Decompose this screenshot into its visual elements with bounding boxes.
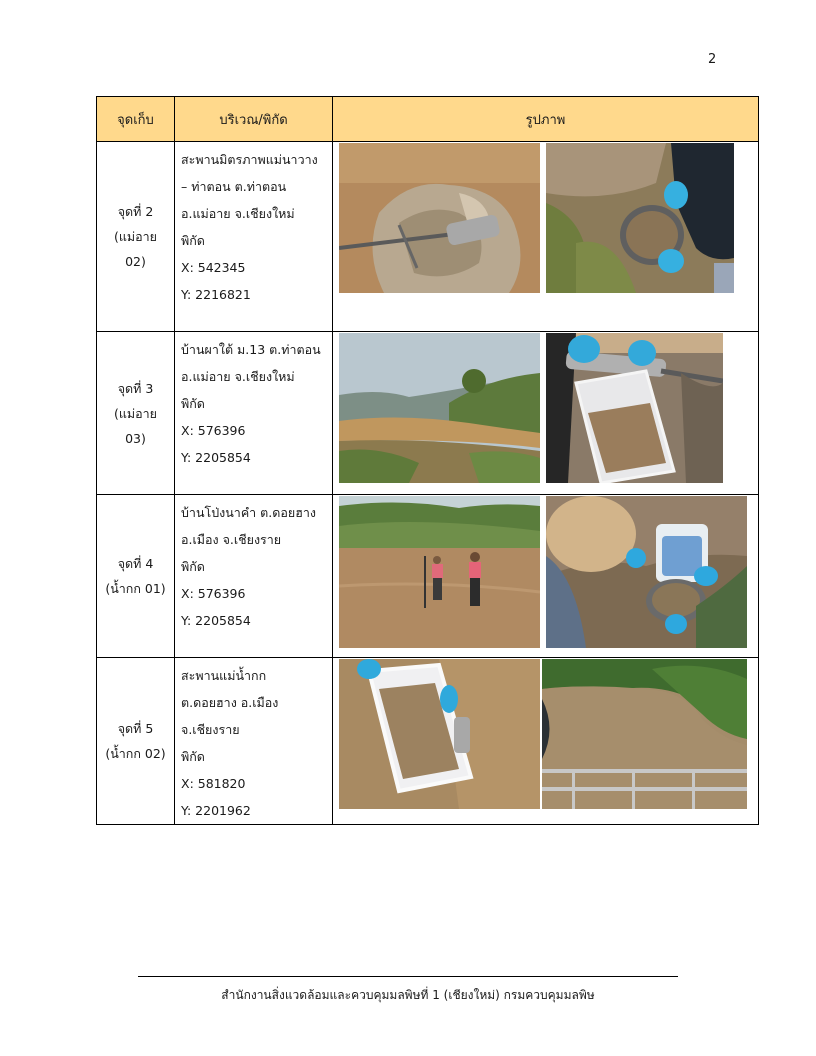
location-line: บ้านผาใต้ ม.13 ต.ท่าตอน	[181, 342, 321, 357]
location-line: สะพานแม่น้ำกก	[181, 668, 267, 683]
location-line: บ้านโป่งนาคำ ต.ดอยฮาง	[181, 505, 316, 520]
table-row	[97, 658, 759, 825]
station-line: จุดที่ 4	[117, 556, 154, 571]
field-sample-processing-photo	[546, 496, 747, 648]
location-cell	[175, 495, 333, 658]
location-line: อ.แม่อาย จ.เชียงใหม่	[181, 369, 295, 384]
river-landscape-photo	[339, 333, 540, 483]
location-line: จ.เชียงราย	[181, 722, 240, 737]
location-line: อ.แม่อาย จ.เชียงใหม่	[181, 206, 295, 221]
station-line: (น้ำกก 01)	[105, 581, 166, 596]
table-row	[97, 332, 759, 495]
location-cell	[175, 658, 333, 825]
sampling-points-table	[96, 96, 759, 825]
station-line: จุดที่ 2	[117, 204, 154, 219]
location-line: – ท่าตอน ต.ท่าตอน	[181, 179, 287, 194]
coordinate-y: Y: 2205854	[181, 450, 251, 465]
coordinate-x: X: 581820	[181, 776, 246, 791]
footer-divider	[138, 976, 678, 977]
coordinate-x: X: 576396	[181, 423, 246, 438]
header-photos: รูปภาพ	[333, 97, 759, 142]
location-cell	[175, 332, 333, 495]
location-line: อ.เมือง จ.เชียงราย	[181, 532, 282, 547]
table-header-row	[97, 97, 759, 142]
table-row	[97, 142, 759, 332]
station-line: 02)	[125, 254, 146, 269]
header-location: บริเวณ/พิกัด	[175, 97, 333, 142]
coordinate-x: X: 576396	[181, 586, 246, 601]
station-cell	[97, 658, 175, 825]
station-line: จุดที่ 5	[117, 721, 154, 736]
river-from-bridge-photo	[542, 659, 747, 809]
location-line: ต.ดอยฮาง อ.เมือง	[181, 695, 279, 710]
page-footer: สำนักงานสิ่งแวดล้อมและควบคุมมลพิษที่ 1 (เชียงใหม่) กรมควบคุมมลพิษ	[221, 988, 595, 1002]
sampler-and-tray-photo	[546, 333, 723, 483]
station-line: 03)	[125, 430, 146, 446]
station-cell	[97, 332, 175, 495]
station-line: จุดที่ 3	[117, 380, 154, 396]
station-cell	[97, 142, 175, 332]
location-line: พิกัด	[181, 396, 205, 411]
photos-cell	[333, 142, 759, 332]
location-line: พิกัด	[181, 749, 205, 764]
people-wading-river-photo	[339, 496, 540, 648]
station-line: (น้ำกก 02)	[105, 746, 166, 761]
location-cell	[175, 142, 333, 332]
coordinate-y: Y: 2201962	[181, 803, 251, 818]
coordinate-y: Y: 2205854	[181, 613, 251, 628]
sediment-sampler-on-rock-photo	[339, 143, 540, 293]
station-cell	[97, 495, 175, 658]
location-line: สะพานมิตรภาพแม่นาวาง	[181, 152, 318, 167]
station-line: (แม่อาย	[113, 229, 158, 244]
coordinate-y: Y: 2216821	[181, 287, 251, 302]
photos-cell	[333, 332, 759, 495]
location-line: พิกัด	[181, 559, 205, 574]
header-station: จุดเก็บ	[97, 97, 175, 142]
photos-cell	[333, 658, 759, 825]
coordinate-x: X: 542345	[181, 260, 246, 275]
photos-cell	[333, 495, 759, 658]
table-row	[97, 495, 759, 658]
sieve-sample-photo	[546, 143, 734, 293]
station-line: (แม่อาย	[113, 405, 158, 421]
location-line: พิกัด	[181, 233, 205, 248]
sediment-tray-photo	[339, 659, 540, 809]
page-number: 2	[708, 52, 717, 67]
